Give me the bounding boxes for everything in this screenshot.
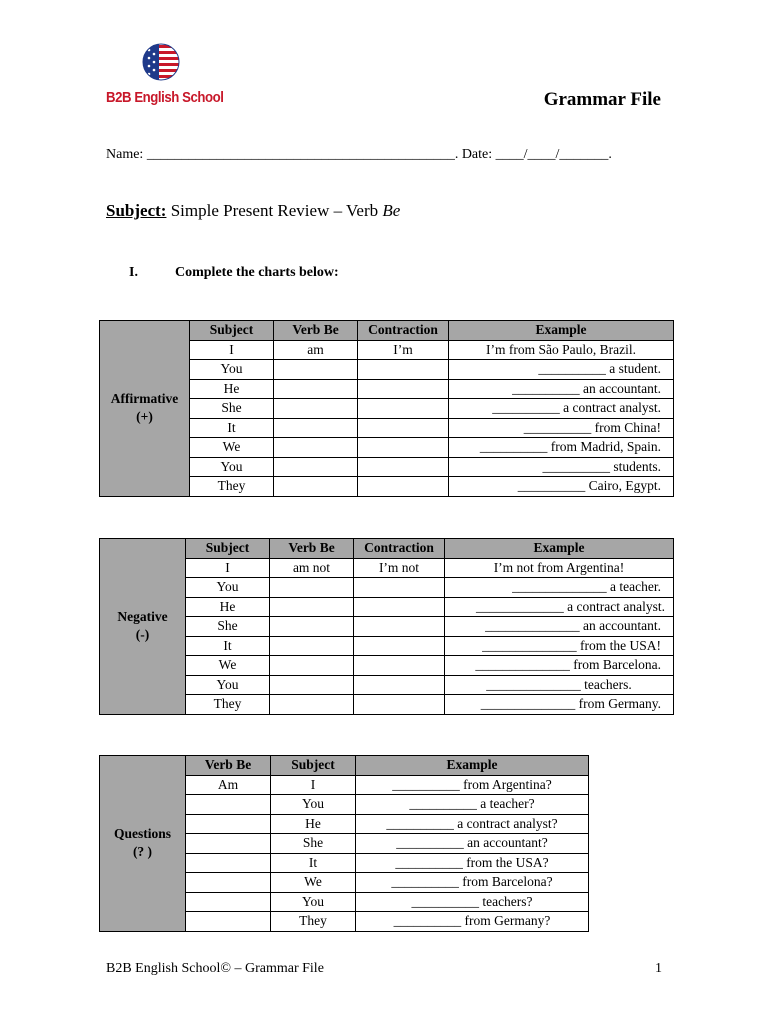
- example-cell: __________ from Germany?: [356, 912, 589, 932]
- subject-line: [106, 201, 400, 221]
- example-cell: ______________ from the USA!: [445, 636, 674, 656]
- verb-cell[interactable]: [186, 912, 271, 932]
- affirmative-label-symbol: (+): [136, 409, 153, 425]
- header-verb-be: Verb Be: [270, 539, 354, 559]
- verb-cell[interactable]: [186, 834, 271, 854]
- example-cell: ______________ teachers.: [445, 675, 674, 695]
- subject-label: Subject:: [106, 201, 167, 220]
- subject-cell: You: [186, 675, 270, 695]
- table-row: [100, 636, 674, 656]
- verb-cell[interactable]: [270, 636, 354, 656]
- subject-cell: It: [186, 636, 270, 656]
- table-row: [100, 675, 674, 695]
- affirmative-table: [99, 320, 674, 497]
- example-cell: __________ from Madrid, Spain.: [449, 438, 674, 458]
- example-cell: __________ a contract analyst?: [356, 814, 589, 834]
- verb-cell[interactable]: [274, 418, 358, 438]
- header-verb-be: Verb Be: [274, 321, 358, 341]
- contraction-cell[interactable]: [358, 360, 449, 380]
- section-number: I.: [129, 265, 138, 280]
- table-row: [100, 617, 674, 637]
- footer-text: B2B English School© – Grammar File: [106, 961, 324, 976]
- questions-table: [99, 755, 589, 932]
- example-cell: __________ from Barcelona?: [356, 873, 589, 893]
- subject-cell: We: [271, 873, 356, 893]
- example-cell: __________ from Argentina?: [356, 775, 589, 795]
- contraction-cell[interactable]: [354, 656, 445, 676]
- verb-cell[interactable]: [186, 853, 271, 873]
- subject-cell: He: [186, 597, 270, 617]
- example-cell: ______________ from Barcelona.: [445, 656, 674, 676]
- subject-cell: You: [190, 360, 274, 380]
- verb-cell[interactable]: [274, 360, 358, 380]
- subject-cell: They: [271, 912, 356, 932]
- subject-cell: You: [271, 795, 356, 815]
- subject-cell: She: [186, 617, 270, 637]
- flag-globe-icon: [104, 40, 224, 90]
- verb-cell[interactable]: [270, 617, 354, 637]
- example-cell: ______________ from Germany.: [445, 695, 674, 715]
- subject-cell: You: [190, 457, 274, 477]
- subject-cell: They: [186, 695, 270, 715]
- verb-cell[interactable]: [270, 656, 354, 676]
- example-cell: I’m not from Argentina!: [445, 558, 674, 578]
- example-cell: __________ from the USA?: [356, 853, 589, 873]
- verb-cell[interactable]: [270, 597, 354, 617]
- subject-text: Simple Present Review – Verb: [170, 201, 383, 220]
- subject-cell: They: [190, 477, 274, 497]
- example-cell: __________ an accountant?: [356, 834, 589, 854]
- contraction-cell[interactable]: [358, 379, 449, 399]
- section-instruction: Complete the charts below:: [175, 265, 339, 280]
- example-cell: __________ an accountant.: [449, 379, 674, 399]
- verb-cell[interactable]: [274, 457, 358, 477]
- verb-cell[interactable]: [270, 675, 354, 695]
- verb-cell[interactable]: [270, 578, 354, 598]
- questions-label: [100, 756, 186, 932]
- header-subject: Subject: [271, 756, 356, 776]
- subject-cell: You: [186, 578, 270, 598]
- table-header-row: [100, 321, 674, 341]
- verb-cell[interactable]: [274, 477, 358, 497]
- header-subject: Subject: [186, 539, 270, 559]
- school-logo-text: B2B English School: [106, 89, 224, 106]
- negative-table: [99, 538, 674, 715]
- subject-cell: We: [190, 438, 274, 458]
- negative-label-symbol: (-): [135, 627, 150, 643]
- subject-emphasis: Be: [382, 201, 401, 220]
- verb-cell[interactable]: [270, 695, 354, 715]
- verb-cell[interactable]: [186, 873, 271, 893]
- document-title: Grammar File: [543, 89, 661, 110]
- table-header-row: [100, 539, 674, 559]
- contraction-cell[interactable]: [358, 457, 449, 477]
- example-cell: __________ students.: [449, 457, 674, 477]
- table-row: [100, 578, 674, 598]
- verb-cell[interactable]: [186, 795, 271, 815]
- example-cell: I’m from São Paulo, Brazil.: [449, 340, 674, 360]
- contraction-cell[interactable]: [354, 617, 445, 637]
- table-row: [100, 558, 674, 578]
- header-contraction: Contraction: [358, 321, 449, 341]
- subject-cell: We: [186, 656, 270, 676]
- header-example: Example: [449, 321, 674, 341]
- negative-label-text: Negative: [117, 609, 168, 625]
- subject-cell: I: [271, 775, 356, 795]
- example-cell: __________ teachers?: [356, 892, 589, 912]
- header-verb-be: Verb Be: [186, 756, 271, 776]
- example-cell: ______________ an accountant.: [445, 617, 674, 637]
- contraction-cell[interactable]: [354, 636, 445, 656]
- subject-cell: I: [186, 558, 270, 578]
- contraction-cell[interactable]: [354, 695, 445, 715]
- contraction-cell[interactable]: [354, 675, 445, 695]
- questions-label-symbol: (? ): [132, 844, 153, 860]
- table-header-row: [100, 756, 589, 776]
- subject-cell: She: [190, 399, 274, 419]
- subject-cell: It: [190, 418, 274, 438]
- subject-cell: I: [190, 340, 274, 360]
- example-cell: __________ a student.: [449, 360, 674, 380]
- subject-cell: She: [271, 834, 356, 854]
- table-row: [100, 656, 674, 676]
- header-example: Example: [356, 756, 589, 776]
- table-row: [100, 597, 674, 617]
- contraction-cell[interactable]: [358, 438, 449, 458]
- header-contraction: Contraction: [354, 539, 445, 559]
- contraction-cell[interactable]: I’m: [358, 340, 449, 360]
- contraction-cell[interactable]: [358, 418, 449, 438]
- subject-cell: You: [271, 892, 356, 912]
- subject-cell: It: [271, 853, 356, 873]
- example-cell: __________ a teacher?: [356, 795, 589, 815]
- contraction-cell[interactable]: [354, 597, 445, 617]
- verb-cell[interactable]: Am: [186, 775, 271, 795]
- negative-label: [100, 539, 186, 715]
- verb-cell[interactable]: am: [274, 340, 358, 360]
- example-cell: ______________ a teacher.: [445, 578, 674, 598]
- verb-cell[interactable]: am not: [270, 558, 354, 578]
- example-cell: __________ a contract analyst.: [449, 399, 674, 419]
- contraction-cell[interactable]: [354, 578, 445, 598]
- example-cell: __________ from China!: [449, 418, 674, 438]
- verb-cell[interactable]: [186, 814, 271, 834]
- questions-label-text: Questions: [113, 826, 171, 842]
- example-cell: __________ Cairo, Egypt.: [449, 477, 674, 497]
- page-number: 1: [655, 961, 662, 976]
- affirmative-label-text: Affirmative: [110, 391, 179, 407]
- affirmative-label: [100, 321, 190, 497]
- header-example: Example: [445, 539, 674, 559]
- verb-cell[interactable]: [274, 379, 358, 399]
- subject-cell: He: [190, 379, 274, 399]
- contraction-cell[interactable]: [358, 399, 449, 419]
- verb-cell[interactable]: [274, 438, 358, 458]
- header-subject: Subject: [190, 321, 274, 341]
- verb-cell[interactable]: [186, 892, 271, 912]
- example-cell: _____________ a contract analyst.: [445, 597, 674, 617]
- verb-cell[interactable]: [274, 399, 358, 419]
- contraction-cell[interactable]: [358, 477, 449, 497]
- contraction-cell[interactable]: I’m not: [354, 558, 445, 578]
- subject-cell: He: [271, 814, 356, 834]
- table-row: [100, 695, 674, 715]
- name-date-line: Name: ____________________________________________. Date: ____/____/_______.: [106, 147, 612, 162]
